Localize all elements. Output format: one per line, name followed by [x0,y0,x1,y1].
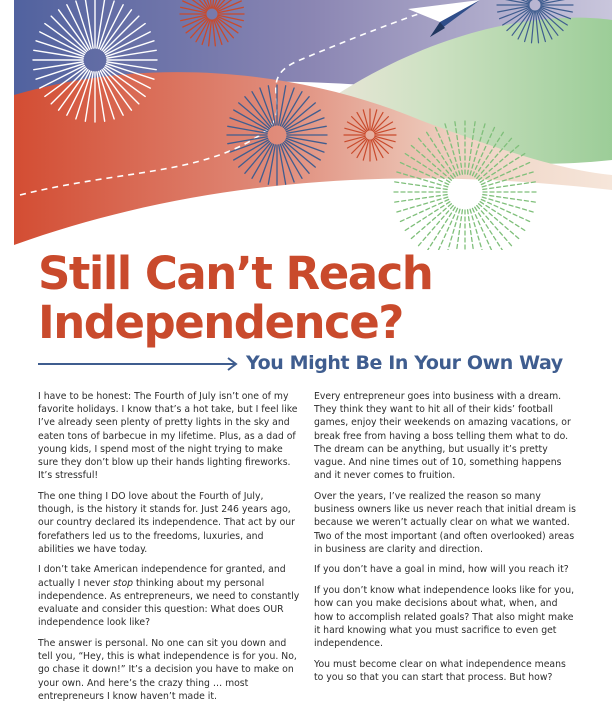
firework-ray [455,210,463,250]
paragraph: Over the years, I’ve realized the reason so many business owners like us never reach that initial dream is because we weren’t actually clear on what we wanted. Two of the most important (and often overlooked) areas in business are clarity and direction. [314,490,576,556]
paragraph: The answer is personal. No one can sit you down and tell you, “Hey, this is what independence is for you. No, go chase it down!” It’s a decision you have to make on your own. And here’s the crazy thing … most entrepreneurs I know haven’t made it. [38,637,300,703]
headline-line-1: Still Can’t Reach [38,251,432,296]
firework-ray [482,197,534,212]
paragraph: You must become clear on what independence means to you so that you can start that process. But how? [314,658,576,684]
article-column-right [314,390,576,692]
text-run: I don’t take American independence for granted, and actually I never [38,564,286,588]
subheadline: You Might Be In Your Own Way [246,352,563,374]
paragraph: The one thing I DO love about the Fourth of July, though, is the history it stands for. Just 246 years ago, our country declared its independence. That act by our forefathers led us to the freedoms, luxuries, and abilities we have today. [38,490,300,556]
firework-ray [483,182,536,190]
arrow-right-icon [38,356,242,372]
firework-ray [396,197,448,212]
firework-ray [468,210,476,250]
headline-line-2: Independence? [38,300,403,345]
fireworks-hero-illustration [0,0,612,250]
firework-ray [483,195,536,203]
article-column-left [38,390,300,710]
paragraph: If you don’t know what independence looks like for you, how can you make decisions about what, when, and how to accomplish related goals? That also might make it hard knowing what you must sacrifice to even get independence. [314,584,576,650]
paragraph: If you don’t have a goal in mind, how will you reach it? [314,563,576,576]
text-run: thinking about my personal independence. As entrepreneurs, we need to constantly evaluate and consider this question: What does OUR independence look like? [38,578,299,629]
paragraph: Every entrepreneur goes into business with a dream. They think they want to hit all of their kids’ football games, enjoy their weekends on amazing vacations, or break free from having a boss telling them what to do. The dream can be anything, but usually it’s pretty vague. And nine times out of 10, something happens and it never comes to fruition. [314,390,576,482]
paragraph [38,563,300,629]
firework-ray [394,195,447,203]
firework-ray [394,182,447,190]
emphasis-text: stop [113,578,133,589]
paragraph: I have to be honest: The Fourth of July isn’t one of my favorite holidays. I know that’s a hot take, but I feel like I’ve already seen plenty of pretty lights in the sky and eaten tons of barbecue in my lifetime. Plus, as a dad of young kids, I spend most of the night trying to make sure they don’t blow up their hands lighting fireworks. It’s stressful! [38,390,300,482]
